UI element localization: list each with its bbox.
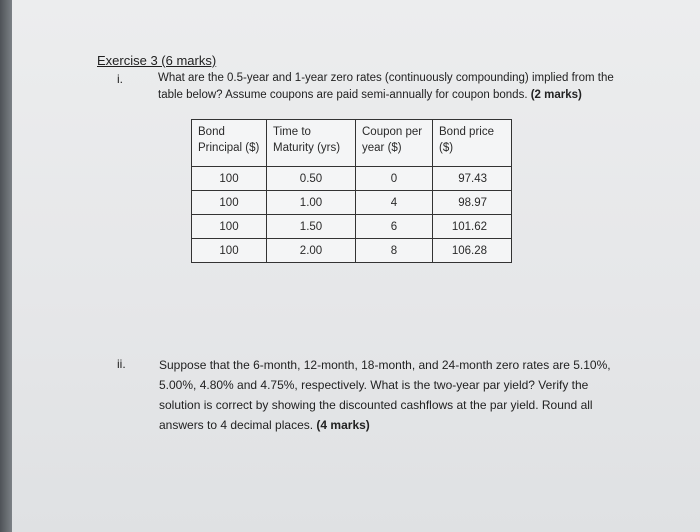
cell-price: 98.97 xyxy=(433,191,512,215)
header-coupon-per-year: Coupon per year ($) xyxy=(356,120,433,167)
document-page xyxy=(12,0,700,532)
part-2-marks: (4 marks) xyxy=(316,418,370,432)
cell-principal: 100 xyxy=(192,167,267,191)
cell-coupon: 6 xyxy=(356,215,433,239)
cell-maturity: 2.00 xyxy=(267,239,356,263)
cell-price: 97.43 xyxy=(433,167,512,191)
header-bond-principal: Bond Principal ($) xyxy=(192,120,267,167)
part-2-number: ii. xyxy=(117,357,126,371)
screen-bezel xyxy=(0,0,12,532)
table-header-row xyxy=(192,120,512,167)
exercise-title: Exercise 3 (6 marks) xyxy=(97,53,217,68)
table-row xyxy=(192,215,512,239)
part-1-marks: (2 marks) xyxy=(530,89,582,101)
cell-coupon: 4 xyxy=(356,191,433,215)
bond-table xyxy=(191,119,512,263)
part-1-text: What are the 0.5-year and 1-year zero rates (continuously compounding) implied from the table below? Assume coupons are paid semi-annually for coupon bonds. xyxy=(158,72,614,101)
cell-maturity: 0.50 xyxy=(267,167,356,191)
table-row xyxy=(192,239,512,263)
table-row xyxy=(192,167,512,191)
header-bond-price: Bond price ($) xyxy=(433,120,512,167)
cell-coupon: 0 xyxy=(356,167,433,191)
header-time-to-maturity: Time to Maturity (yrs) xyxy=(267,120,356,167)
cell-principal: 100 xyxy=(192,215,267,239)
part-1-question xyxy=(158,70,628,104)
cell-maturity: 1.00 xyxy=(267,191,356,215)
cell-coupon: 8 xyxy=(356,239,433,263)
cell-principal: 100 xyxy=(192,191,267,215)
cell-price: 106.28 xyxy=(433,239,512,263)
cell-maturity: 1.50 xyxy=(267,215,356,239)
part-1-number: i. xyxy=(117,72,123,86)
part-2-question xyxy=(159,355,629,435)
table-row xyxy=(192,191,512,215)
cell-principal: 100 xyxy=(192,239,267,263)
cell-price: 101.62 xyxy=(433,215,512,239)
part-2-text: Suppose that the 6-month, 12-month, 18-month, and 24-month zero rates are 5.10%, 5.00%, 4.80% and 4.75%, respectively. What is the two-year par yield? Verify the solution is correct by showing the discounted cashflows at the par yield. Round all answers to 4 decimal places. xyxy=(159,358,611,432)
